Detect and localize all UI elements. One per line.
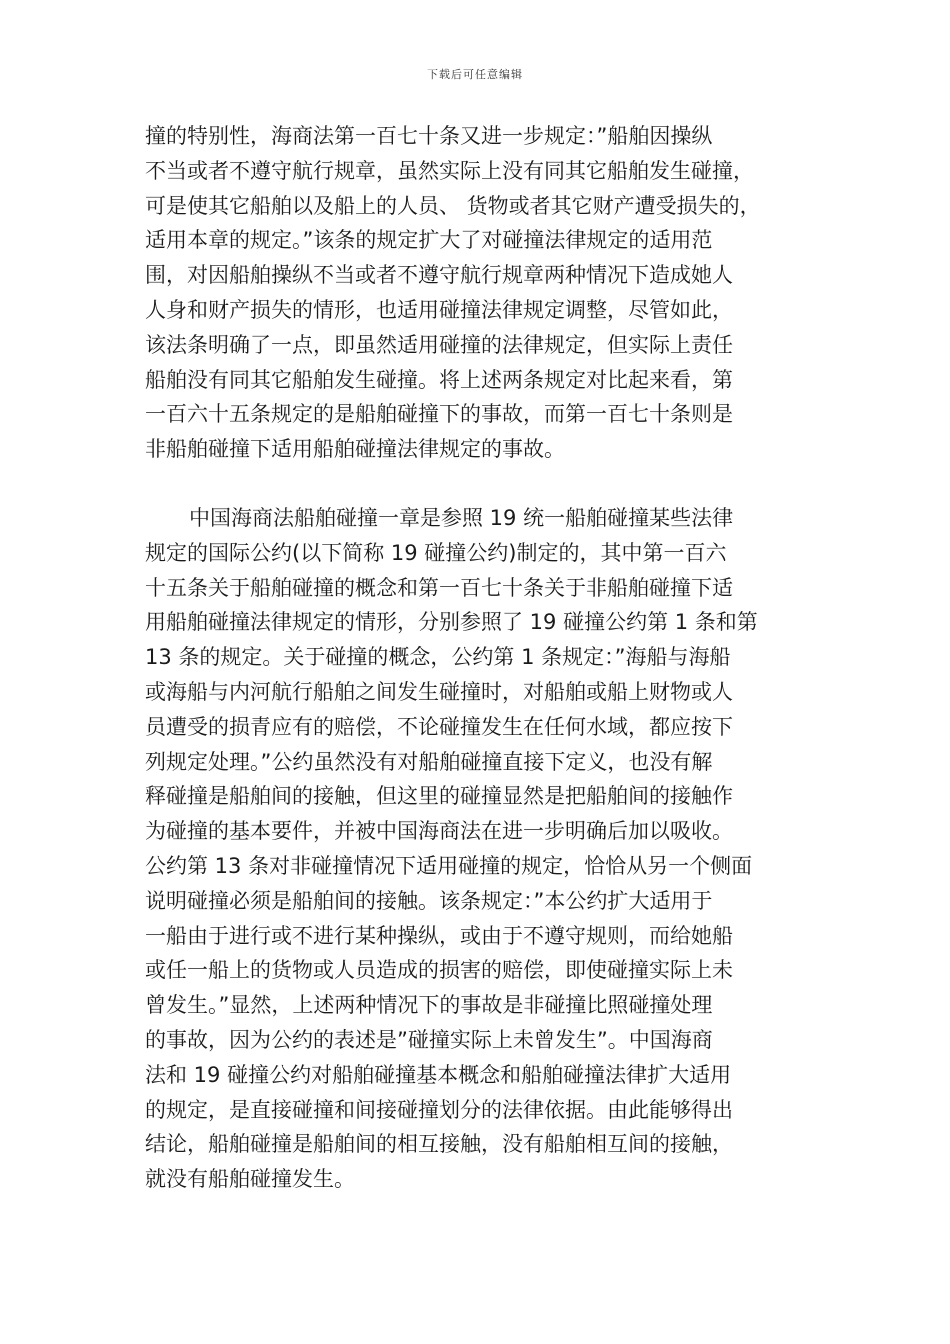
text-line: 一百六十五条规定的是船舶碰撞下的事故，而第一百七十条则是 xyxy=(145,402,733,427)
page-header: 下载后可任意编辑 xyxy=(427,68,523,81)
text-line: 释碰撞是船舶间的接触，但这里的碰撞显然是把船舶间的接触作 xyxy=(145,784,733,809)
text-line: 13 条的规定。关于碰撞的概念，公约第 1 条规定：”海船与海船 xyxy=(145,645,731,670)
text-line: 一船由于进行或不进行某种操纵，或由于不遵守规则，而给她船 xyxy=(145,923,733,948)
text-line: 规定的国际公约(以下简称 19 碰撞公约)制定的，其中第一百六 xyxy=(145,540,727,565)
text-line: 曾发生。”显然，上述两种情况下的事故是非碰撞比照碰撞处理 xyxy=(145,993,713,1018)
text-line: 的事故，因为公约的表述是”碰撞实际上未曾发生”。中国海商 xyxy=(145,1027,713,1052)
text-line: 不当或者不遵守航行规章，虽然实际上没有同其它船舶发生碰撞， xyxy=(145,158,754,183)
text-line: 的规定，是直接碰撞和间接碰撞划分的法律依据。由此能够得出 xyxy=(145,1097,733,1122)
text-line: 撞的特别性，海商法第一百七十条又进一步规定：”船舶因操纵 xyxy=(145,124,713,148)
text-line: 列规定处理。”公约虽然没有对船舶碰撞直接下定义，也没有解 xyxy=(145,749,713,774)
text-line: 为碰撞的基本要件，并被中国海商法在进一步明确后加以吸收。 xyxy=(145,819,733,844)
text-line: 就没有船舶碰撞发生。 xyxy=(145,1167,355,1192)
text-line: 非船舶碰撞下适用船舶碰撞法律规定的事故。 xyxy=(145,437,565,462)
text-line: 用船舶碰撞法律规定的情形，分别参照了 19 碰撞公约第 1 条和第 xyxy=(145,610,758,635)
document-body xyxy=(145,119,825,1197)
text-line: 或任一船上的货物或人员造成的损害的赔偿，即使碰撞实际上未 xyxy=(145,958,733,983)
text-line: 结论，船舶碰撞是船舶间的相互接触，没有船舶相互间的接触， xyxy=(145,1132,733,1157)
text-line: 人身和财产损失的情形，也适用碰撞法律规定调整，尽管如此， xyxy=(145,297,733,322)
text-line: 说明碰撞必须是船舶间的接触。该条规定：”本公约扩大适用于 xyxy=(145,888,713,913)
text-line: 或海船与内河航行船舶之间发生碰撞时，对船舶或船上财物或人 xyxy=(145,679,733,704)
text-line: 十五条关于船舶碰撞的概念和第一百七十条关于非船舶碰撞下适 xyxy=(145,575,733,600)
text-line: 可是使其它船舶以及船上的人员、 货物或者其它财产遭受损失的， xyxy=(145,193,761,218)
text-line: 公约第 13 条对非碰撞情况下适用碰撞的规定，恰恰从另一个侧面 xyxy=(145,853,753,878)
text-line-indented: 中国海商法船舶碰撞一章是参照 19 统一船舶碰撞某些法律 xyxy=(189,505,734,530)
text-line: 船舶没有同其它船舶发生碰撞。将上述两条规定对比起来看，第 xyxy=(145,367,733,392)
paragraph-1 xyxy=(145,119,825,467)
text-line: 围，对因船舶操纵不当或者不遵守航行规章两种情况下造成她人 xyxy=(145,263,733,288)
paragraph-spacer xyxy=(145,467,825,501)
text-line: 员遭受的损青应有的赔偿，不论碰撞发生在任何水域，都应按下 xyxy=(145,714,733,739)
paragraph-2 xyxy=(145,501,825,1197)
text-line: 该法条明确了一点，即虽然适用碰撞的法律规定，但实际上责任 xyxy=(145,332,733,357)
text-line: 法和 19 碰撞公约对船舶碰撞基本概念和船舶碰撞法律扩大适用 xyxy=(145,1062,732,1087)
text-line: 适用本章的规定。”该条的规定扩大了对碰撞法律规定的适用范 xyxy=(145,228,713,253)
